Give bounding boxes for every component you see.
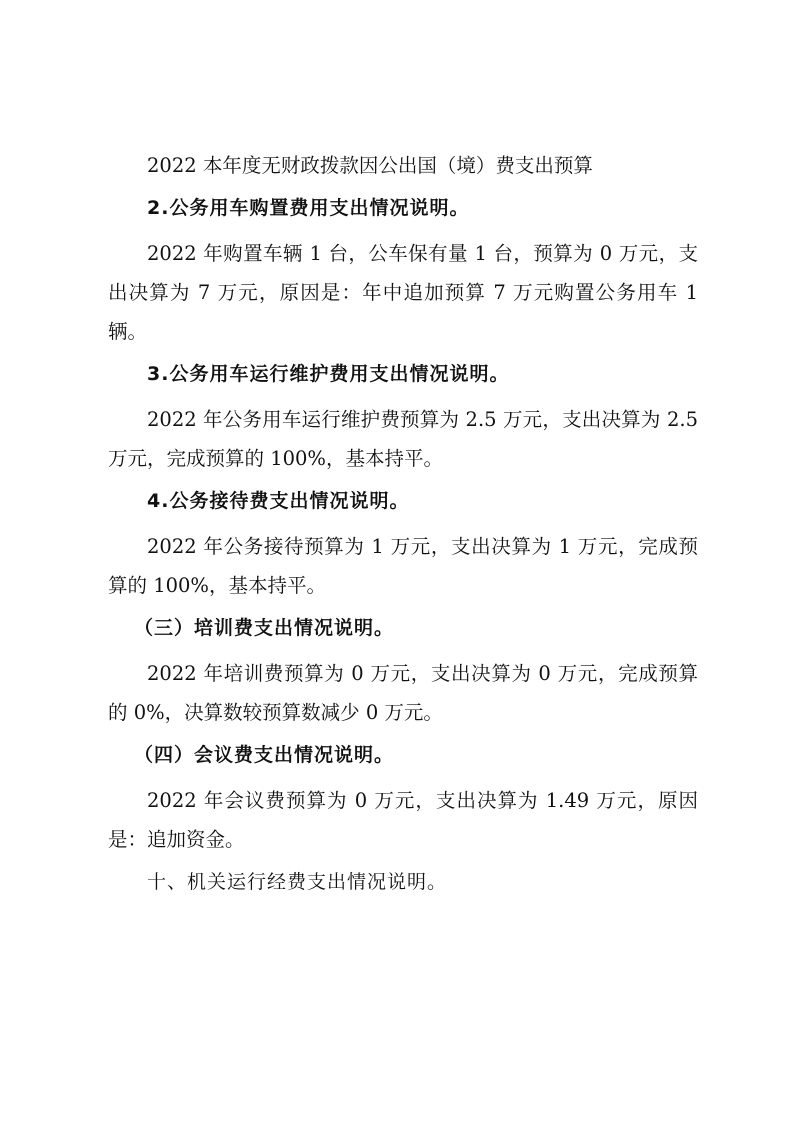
- meeting-expense-heading: （四）会议费支出情况说明。: [134, 744, 395, 766]
- section-ten-title: 十、机关运行经费支出情况说明。: [147, 871, 448, 893]
- vehicle-maintenance-paragraph: 2022 年公务用车运行维护费预算为 2.5 万元，支出决算为 2.5 万元，完成预算的 100%，基本持平。: [108, 408, 698, 470]
- vehicle-maintenance-heading: 3.公务用车运行维护费用支出情况说明。: [147, 363, 510, 385]
- meeting-expense-paragraph: 2022 年会议费预算为 0 万元，支出决算为 1.49 万元，原因是：追加资金。: [108, 789, 698, 851]
- reception-expense-paragraph: 2022 年公务接待预算为 1 万元，支出决算为 1 万元，完成预算的 100%，基本持平。: [108, 535, 698, 597]
- outbound-travel-budget-line: 2022 本年度无财政拨款因公出国（境）费支出预算: [147, 154, 593, 177]
- vehicle-purchase-paragraph: 2022 年购置车辆 1 台，公车保有量 1 台，预算为 0 万元，支出决算为 7 万元，原因是：年中追加预算 7 万元购置公务用车 1 辆。: [108, 242, 698, 343]
- training-expense-paragraph: 2022 年培训费预算为 0 万元，支出决算为 0 万元，完成预算的 0%，决算数较预算数减少 0 万元。: [108, 662, 698, 724]
- document-body: [108, 146, 698, 902]
- reception-expense-heading: 4.公务接待费支出情况说明。: [147, 490, 410, 512]
- vehicle-purchase-heading: 2.公务用车购置费用支出情况说明。: [147, 197, 470, 219]
- training-expense-heading: （三）培训费支出情况说明。: [134, 617, 395, 639]
